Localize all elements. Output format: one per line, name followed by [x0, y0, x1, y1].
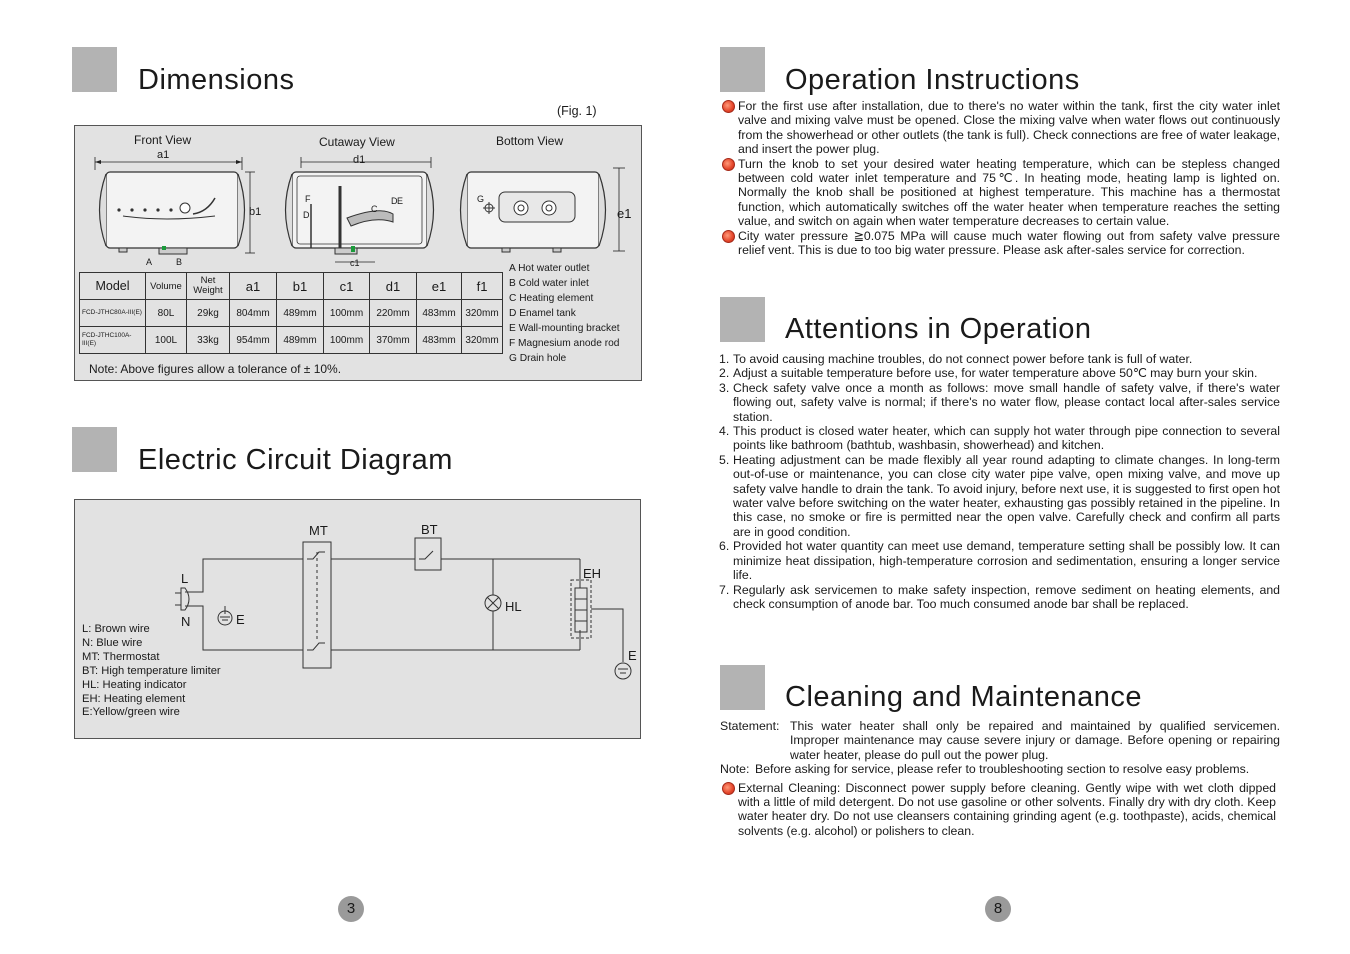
item-text: This product is closed water heater, which can supply hot water through pipe connection to several points like bathroom (bathtub, washbasin, showerhead) and kitchen. — [733, 424, 1280, 453]
list-item: BT: High temperature limiter — [82, 664, 221, 677]
table-cell: 483mm — [417, 327, 462, 354]
part-g-label: G — [477, 194, 485, 204]
cleaning-title: Cleaning and Maintenance — [785, 681, 1143, 713]
item-text: Heating adjustment can be made flexibly all year round adapting to climate changes. In long-term out-of-use or maintenance, you can close city water pipe valve, open mixing valve, and move up safety valve handle to drain the tank. To avoid injury, before next use, it is suggested to first open hot water valve before switching on the water heater, exhausting gas possibly retained in the pipeline. In this case, no smoke or fire is permitted near the open valve. Carefully check and confirm all parts are in good condition. — [733, 452, 1280, 539]
page-number-right: 8 — [985, 896, 1011, 922]
table-cell: 33kg — [187, 327, 230, 354]
item-number: 5. — [719, 452, 730, 467]
part-c-label: C — [371, 204, 378, 214]
section-marker — [720, 665, 765, 710]
list-item: F Magnesium anode rod — [509, 338, 620, 349]
header-e1: e1 — [417, 273, 462, 300]
section-marker — [720, 297, 765, 342]
header-model: Model — [80, 273, 146, 300]
front-view-label: Front View — [134, 133, 192, 147]
table-cell: 80L — [146, 300, 187, 327]
table-cell: 100mm — [324, 327, 370, 354]
item-number: 3. — [719, 380, 730, 395]
bullet-icon — [722, 782, 735, 795]
item-number: 7. — [719, 582, 730, 597]
header-volume: Volume — [146, 273, 187, 300]
bottom-view-label: Bottom View — [496, 134, 564, 148]
part-e-label: E — [397, 196, 404, 206]
attentions-title: Attentions in Operation — [785, 313, 1092, 345]
header-c1: c1 — [324, 273, 370, 300]
circuit-title: Electric Circuit Diagram — [138, 444, 453, 476]
table-header-row — [80, 273, 503, 300]
list-item — [719, 366, 1280, 380]
part-b-label: B — [176, 257, 183, 267]
list-item: MT: Thermostat — [82, 650, 160, 663]
item-number: 4. — [719, 424, 730, 439]
external-cleaning-text: External Cleaning: Disconnect power supply before cleaning. Gently wipe with wet cloth dipped with a little of mild detergent. Do not use gasoline or other solvents. Finally dry with dry cloth. Keep water heater dry. Do not use cleansers containing grinding agent (e.g. toothpaste), acids, chemical solvents (e.g. alcohol) or polishers to clean. — [738, 780, 1276, 838]
list-item: For the first use after installation, due to there's no water within the tank, first the city water inlet valve and mixing valve must be opened. Close the mixing valve when water flows out continuously from the showerhead or other outlets (the tank is full). Check connections are free of water leakage, and insert the power plug. — [738, 99, 1280, 157]
section-marker — [72, 427, 117, 472]
table-cell: FCD-JTHC80A-III(E) — [80, 300, 146, 327]
list-item — [719, 352, 1280, 366]
dim-d1-label: d1 — [353, 154, 366, 166]
table-row — [80, 327, 503, 354]
table-cell: FCD-JTHC100A-III(E) — [80, 327, 146, 354]
figure-label: (Fig. 1) — [557, 104, 597, 118]
table-cell: 489mm — [277, 327, 324, 354]
list-item — [719, 453, 1280, 539]
table-cell: 220mm — [370, 300, 417, 327]
item-number: 1. — [719, 352, 730, 366]
list-item — [719, 583, 1280, 612]
dim-c1-label: c1 — [350, 258, 360, 268]
list-item: G Drain hole — [509, 353, 567, 364]
bullet-icon — [722, 158, 735, 171]
cleaning-block — [720, 719, 1280, 838]
table-cell: 370mm — [370, 327, 417, 354]
list-item: EH: Heating element — [82, 692, 186, 705]
part-d2-label: D — [391, 196, 398, 206]
table-cell: 320mm — [462, 300, 503, 327]
section-marker — [720, 47, 765, 92]
header-f1: f1 — [462, 273, 503, 300]
circuit-panel — [74, 499, 641, 739]
header-d1: d1 — [370, 273, 417, 300]
section-marker — [72, 47, 117, 92]
statement-row — [720, 719, 1280, 762]
header-net-weight: Net Weight — [187, 273, 230, 300]
list-item: C Heating element — [509, 293, 594, 304]
table-cell: 483mm — [417, 300, 462, 327]
item-text: Regularly ask servicemen to make safety inspection, remove sediment on heating elements, and check consumption of anode bar. Too much consumed anode bar shall be replaced. — [733, 582, 1280, 611]
table-cell: 29kg — [187, 300, 230, 327]
list-item: E Wall-mounting bracket — [509, 323, 620, 334]
note-text: Before asking for service, please refer to troubleshooting section to resolve easy problems. — [755, 762, 1250, 777]
table-cell: 489mm — [277, 300, 324, 327]
specs-table — [79, 272, 503, 354]
dim-e1-label: e1 — [617, 206, 632, 221]
list-item — [719, 381, 1280, 424]
page-number-left: 3 — [338, 896, 364, 922]
list-item: B Cold water inlet — [509, 278, 589, 289]
l-label: L — [181, 571, 189, 586]
table-cell: 804mm — [230, 300, 277, 327]
dimension-drawings — [75, 126, 641, 271]
bt-label: BT — [421, 522, 438, 537]
mt-label: MT — [309, 523, 328, 538]
e-label-element: E — [628, 648, 637, 663]
dimensions-panel — [74, 125, 642, 381]
table-cell: 320mm — [462, 327, 503, 354]
dimensions-title: Dimensions — [138, 64, 295, 96]
item-number: 2. — [719, 366, 730, 381]
bullet-icon — [722, 230, 735, 243]
statement-text: This water heater shall only be repaired and maintained by qualified servicemen. Improper maintenance may cause severe injury or damage. Before opening or repairing water heater, please do pull out the power plug. — [790, 719, 1280, 762]
item-text: To avoid causing machine troubles, do not connect power before tank is full of water. — [733, 352, 1193, 366]
item-text: Provided hot water quantity can meet use demand, temperature setting shall be possibly low. It can minimize heat dissipation, high-temperature corrosion and sedimentation, ensuring a longer service life. — [733, 539, 1280, 583]
operation-list — [720, 99, 1280, 257]
dim-b1-label: b1 — [249, 206, 262, 218]
dim-a1-label: a1 — [157, 149, 170, 161]
n-label: N — [181, 614, 191, 629]
list-item: City water pressure ≧0.075 MPa will cause much water flowing out from safety valve pressure relief vent. This is due to too big water pressure. Please ask after-sales service for correction. — [738, 228, 1280, 258]
header-b1: b1 — [277, 273, 324, 300]
statement-label: Statement: — [720, 719, 780, 733]
bullet-icon — [722, 100, 735, 113]
part-f-label: F — [305, 194, 311, 204]
list-item: E:Yellow/green wire — [82, 706, 180, 719]
operation-title: Operation Instructions — [785, 64, 1080, 96]
list-item: D Enamel tank — [509, 308, 576, 319]
list-item — [719, 539, 1280, 582]
item-number: 6. — [719, 539, 730, 554]
list-item: Turn the knob to set your desired water heating temperature, which can be stepless changed between cold water inlet temperature and 75℃. In heating mode, heating lamp is lighted on. Normally the knob shall be positioned at highest temperature. This machine has a thermostat function, which automatically switches off the water heater when temperature reaches the setting value, and switch on again when water temperature decreases to certain value. — [738, 156, 1280, 229]
item-text: Adjust a suitable temperature before use, for water temperature above 50℃ may burn your skin. — [733, 366, 1258, 381]
list-item: HL: Heating indicator — [82, 678, 187, 691]
list-item — [719, 424, 1280, 453]
table-cell: 954mm — [230, 327, 277, 354]
table-cell: 100mm — [324, 300, 370, 327]
parts-list — [509, 261, 620, 366]
table-row — [80, 300, 503, 327]
part-d-label: D — [303, 210, 310, 220]
circuit-legend — [82, 623, 221, 720]
header-a1: a1 — [230, 273, 277, 300]
attentions-list — [719, 352, 1280, 611]
hl-label: HL — [505, 599, 522, 614]
cutaway-view-label: Cutaway View — [319, 135, 395, 149]
list-item: L: Brown wire — [82, 623, 150, 635]
part-a-label: A — [146, 257, 153, 267]
eh-label: EH — [583, 566, 602, 581]
item-text: Check safety valve once a month as follows: move small handle of safety valve, if there's water flowing out, safety valve is normal; if there's no water flow, please contact local after-sales service station. — [733, 380, 1280, 424]
list-item: N: Blue wire — [82, 636, 143, 649]
table-cell: 100L — [146, 327, 187, 354]
note-row — [720, 762, 1280, 776]
tolerance-note: Note: Above figures allow a tolerance of ± 10%. — [89, 362, 342, 376]
note-label: Note: — [720, 762, 750, 777]
e-label-plug: E — [236, 612, 245, 627]
list-item: A Hot water outlet — [509, 263, 590, 274]
